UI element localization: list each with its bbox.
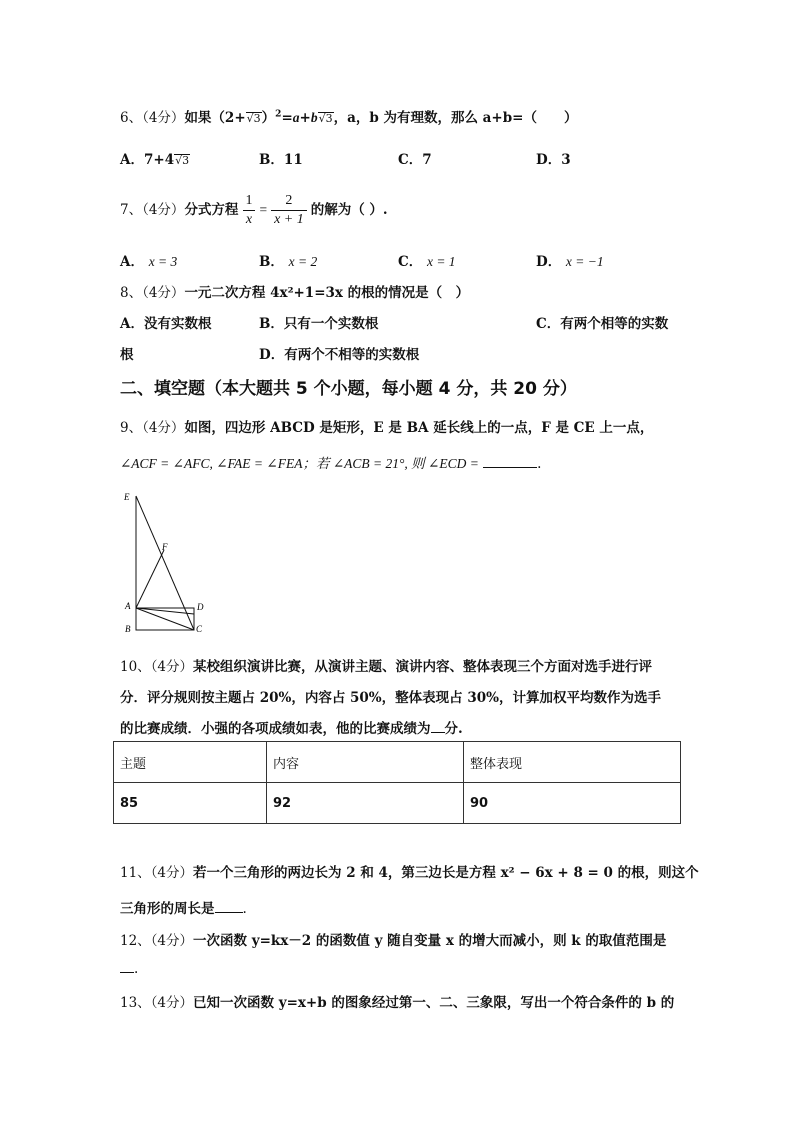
q6-option-c[interactable]: C．7	[398, 152, 432, 168]
q6-lead: 如果（2+	[184, 110, 246, 126]
q7-equals: =	[259, 202, 268, 217]
q12-score: （4分）	[150, 933, 194, 949]
q8-option-d[interactable]: D．有两个不相等的实数根	[259, 347, 420, 363]
fig-label-a: A	[125, 601, 131, 611]
fig-label-e: E	[124, 492, 130, 502]
q9-text-2: ∠ACF = ∠AFC, ∠FAE = ∠FEA；若 ∠ACB = 21°, 则 ∠ECD =	[120, 456, 479, 471]
q13-line-1	[120, 991, 674, 1011]
q8-score: （4分）	[142, 285, 185, 301]
q8-number: 8、	[120, 285, 143, 301]
q10-score-table	[113, 741, 681, 824]
q13-score: （4分）	[150, 995, 194, 1011]
table-header-cell: 主题	[114, 742, 267, 783]
q10-text-3: 的比赛成绩．小强的各项成绩如表，他的比赛成绩为	[120, 721, 431, 737]
q10-number: 10、	[120, 659, 151, 675]
q9-text-1: 如图，四边形 ABCD 是矩形，E 是 BA 延长线上的一点，F 是 CE 上一点，	[184, 420, 654, 436]
table-cell: 92	[267, 783, 464, 824]
q11-text-1: 若一个三角形的两边长为 2 和 4，第三边长是方程 x² − 6x + 8 = 0 的根，则这个	[193, 865, 699, 881]
q7-tail: 的解为（ ）.	[310, 202, 388, 218]
q6-tail: ，a，b 为有理数，那么 a+b=（ ）	[333, 110, 578, 126]
q7-lead: 分式方程	[184, 202, 239, 218]
q11-answer-blank[interactable]	[215, 900, 243, 913]
q13-text-1: 已知一次函数 y=x+b 的图象经过第一、二、三象限，写出一个符合条件的 b 的	[193, 995, 675, 1011]
fig-line-af	[136, 550, 164, 608]
q8-option-c[interactable]: C．有两个相等的实数	[536, 316, 669, 332]
q6-option-a[interactable]: A．7+4√3	[120, 152, 190, 168]
q8-option-b[interactable]: B．只有一个实数根	[259, 316, 379, 332]
q11-end: .	[242, 901, 247, 917]
q10-line-3	[120, 717, 463, 737]
q9-answer-blank[interactable]	[483, 455, 537, 468]
table-header-cell: 整体表现	[464, 742, 681, 783]
q10-line-1	[120, 655, 652, 675]
q10-text-3-end: 分.	[444, 721, 463, 737]
q11-number: 11、	[120, 865, 151, 881]
q10-answer-blank[interactable]	[431, 720, 445, 733]
q9-line-1	[120, 416, 653, 436]
table-cell: 90	[464, 783, 681, 824]
q8-option-c-wrap: 根	[120, 347, 134, 363]
q7-option-b[interactable]: B． x = 2	[259, 254, 318, 270]
q8-option-a[interactable]: A．没有实数根	[120, 316, 212, 332]
q11-line-2	[120, 897, 247, 917]
fig-label-d: D	[197, 602, 204, 612]
q9-figure	[118, 488, 218, 640]
q12-line-1	[120, 929, 666, 949]
table-cell: 85	[114, 783, 267, 824]
q7-option-c[interactable]: C． x = 1	[398, 254, 456, 270]
q12-text-1: 一次函数 y=kx－2 的函数值 y 随自变量 x 的增大而减小，则 k 的取值范围是	[193, 933, 667, 949]
q6-plus: +	[299, 110, 311, 126]
q7-option-a[interactable]: A． x = 3	[120, 254, 178, 270]
q6-score: （4分）	[142, 110, 185, 126]
q9-line-2	[120, 452, 541, 472]
q6-mid1: ）	[261, 110, 276, 126]
q6-sqrt-2: √3	[318, 112, 333, 125]
q9-score: （4分）	[142, 420, 185, 436]
table-header-row	[114, 742, 681, 783]
fig-label-f: F	[162, 542, 168, 552]
fig-label-b: B	[125, 624, 131, 634]
q12-end: .	[134, 961, 139, 977]
q6-number: 6、	[120, 110, 143, 126]
q6-option-b[interactable]: B．11	[259, 152, 303, 168]
q9-end: .	[537, 456, 542, 472]
q6-mid2: =	[281, 110, 293, 126]
section-2-title: 二、填空题（本大题共 5 个小题，每小题 4 分，共 20 分）	[120, 379, 577, 399]
q7-fraction-1: $\frac{1}{x}$	[242, 192, 255, 229]
q7-stem	[120, 192, 388, 229]
q12-line-2	[120, 960, 138, 977]
q6-option-d[interactable]: D．3	[536, 152, 571, 168]
fig-line-ec	[136, 496, 194, 630]
q6-a: a	[292, 110, 300, 125]
table-row	[114, 783, 681, 824]
q10-score: （4分）	[150, 659, 194, 675]
q11-score: （4分）	[150, 865, 194, 881]
q6-sqrt: √3	[246, 112, 261, 125]
q10-line-2: 分．评分规则按主题占 20%，内容占 50%，整体表现占 30%，计算加权平均数作为选手	[120, 690, 661, 706]
q9-number: 9、	[120, 420, 143, 436]
fig-label-c: C	[196, 624, 203, 634]
q12-answer-blank[interactable]	[120, 960, 134, 973]
q6-b: b	[310, 110, 318, 125]
q7-option-d[interactable]: D． x = −1	[536, 254, 604, 270]
q7-number: 7、	[120, 202, 143, 218]
q7-fraction-2: $\frac{2}{x + 1}$	[271, 192, 307, 229]
q8-text: 一元二次方程 4x²+1=3x 的根的情况是（ ）	[184, 285, 470, 301]
q10-text-1: 某校组织演讲比赛，从演讲主题、演讲内容、整体表现三个方面对选手进行评	[193, 659, 653, 675]
q11-line-1	[120, 861, 699, 881]
q6-stem	[120, 106, 577, 126]
q6-sup: 2	[275, 109, 282, 120]
q7-score: （4分）	[142, 202, 185, 218]
table-header-cell: 内容	[267, 742, 464, 783]
q11-text-2: 三角形的周长是	[120, 901, 215, 917]
q8-stem	[120, 281, 469, 301]
q13-number: 13、	[120, 995, 151, 1011]
q12-number: 12、	[120, 933, 151, 949]
